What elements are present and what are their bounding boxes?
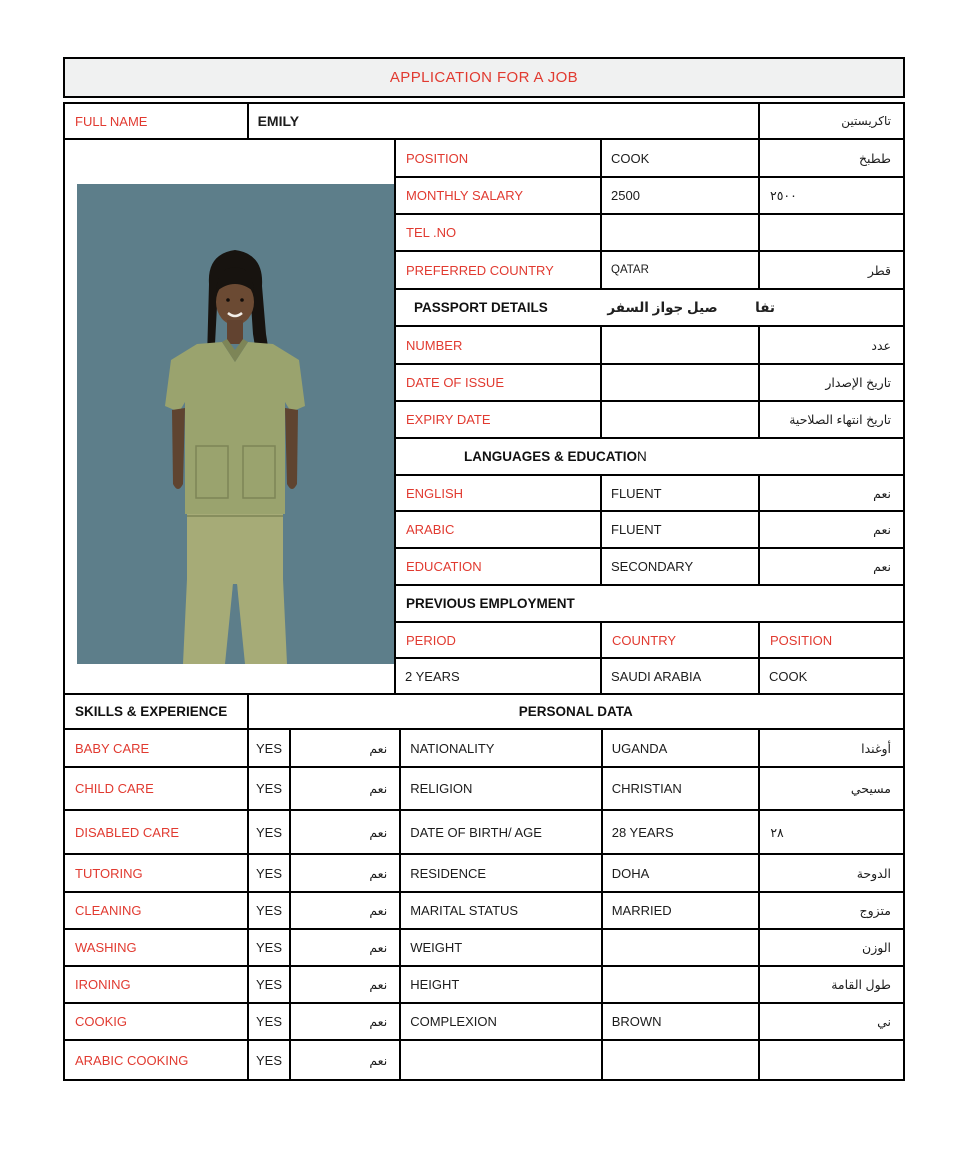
skill-answer-arabic: نعم: [291, 768, 401, 811]
personal-value: [603, 930, 761, 967]
skill-answer: YES: [249, 768, 292, 811]
skill-label: CLEANING: [65, 893, 249, 930]
personal-label: HEIGHT: [401, 967, 603, 1004]
personal-label: [401, 1041, 603, 1081]
language-row: [396, 549, 905, 586]
skill-label: BABY CARE: [65, 730, 249, 768]
info-row: [396, 140, 905, 178]
skill-row: [65, 930, 905, 967]
info-column: [396, 140, 905, 695]
personal-arabic: أوغندا: [760, 730, 905, 768]
personal-arabic: مسيحي: [760, 768, 905, 811]
education-arabic: نعم: [760, 549, 905, 586]
page-title: APPLICATION FOR A JOB: [389, 69, 579, 86]
skill-label: ARABIC COOKING: [65, 1041, 249, 1081]
personal-value: DOHA: [603, 855, 761, 893]
personal-label: COMPLEXION: [401, 1004, 603, 1041]
salary-label: MONTHLY SALARY: [396, 178, 602, 215]
language-row: [396, 512, 905, 549]
skills-header-row: [65, 695, 905, 730]
photo-cell: [65, 140, 396, 695]
skill-answer: YES: [249, 967, 292, 1004]
personal-arabic: متزوج: [760, 893, 905, 930]
tel-value: [602, 215, 760, 252]
form-table: [63, 102, 905, 1081]
country-column: COUNTRY: [602, 623, 760, 659]
employment-values-row: [396, 659, 905, 695]
personal-arabic: الدوحة: [760, 855, 905, 893]
passport-header-ar: تفا صيل جواز السفر: [607, 299, 775, 315]
personal-label: WEIGHT: [401, 930, 603, 967]
country-label: PREFERRED COUNTRY: [396, 252, 602, 290]
languages-header-row: [396, 439, 905, 476]
skill-answer: YES: [249, 811, 292, 855]
personal-label: RELIGION: [401, 768, 603, 811]
employment-country-value: SAUDI ARABIA: [602, 659, 760, 695]
language-row: [396, 476, 905, 512]
position-value: COOK: [602, 140, 760, 178]
full-name-arabic: تاكريستين: [760, 104, 905, 140]
issue-date-label: DATE OF ISSUE: [396, 365, 602, 402]
photo-info-section: [65, 140, 905, 695]
passport-number-value: [602, 327, 760, 365]
issue-date-arabic: تاريخ الإصدار: [760, 365, 905, 402]
info-row: [396, 178, 905, 215]
languages-header-text: LANGUAGES & EDUCATIO: [464, 449, 638, 464]
salary-arabic: ٢٥٠٠: [760, 178, 905, 215]
arabic-label: ARABIC: [396, 512, 602, 549]
skill-answer-arabic: نعم: [291, 967, 401, 1004]
personal-value: 28 YEARS: [603, 811, 761, 855]
personal-data-header: PERSONAL DATA: [249, 695, 905, 730]
skill-answer-arabic: نعم: [291, 930, 401, 967]
passport-header-en: PASSPORT DETAILS: [414, 300, 548, 315]
skill-answer: YES: [249, 893, 292, 930]
personal-label: RESIDENCE: [401, 855, 603, 893]
personal-value: CHRISTIAN: [603, 768, 761, 811]
info-row: [396, 215, 905, 252]
skill-label: CHILD CARE: [65, 768, 249, 811]
expiry-date-value: [602, 402, 760, 439]
country-value: QATAR: [602, 252, 760, 290]
skill-row: [65, 893, 905, 930]
languages-header-tail: N: [637, 449, 647, 464]
skill-answer-arabic: نعم: [291, 1004, 401, 1041]
employment-columns-row: [396, 623, 905, 659]
passport-number-label: NUMBER: [396, 327, 602, 365]
education-value: SECONDARY: [602, 549, 760, 586]
info-row: [396, 252, 905, 290]
employment-header-row: [396, 586, 905, 623]
tel-arabic: [760, 215, 905, 252]
personal-label: NATIONALITY: [401, 730, 603, 768]
full-name-row: [65, 104, 905, 140]
english-arabic: نعم: [760, 476, 905, 512]
employment-header: PREVIOUS EMPLOYMENT: [396, 586, 905, 623]
position-label: POSITION: [396, 140, 602, 178]
skill-label: COOKIG: [65, 1004, 249, 1041]
skill-label: TUTORING: [65, 855, 249, 893]
skill-answer: YES: [249, 855, 292, 893]
personal-value: MARRIED: [603, 893, 761, 930]
expiry-date-label: EXPIRY DATE: [396, 402, 602, 439]
personal-arabic: ني: [760, 1004, 905, 1041]
skill-row: [65, 967, 905, 1004]
skill-label: IRONING: [65, 967, 249, 1004]
skill-answer-arabic: نعم: [291, 811, 401, 855]
skills-header: SKILLS & EXPERIENCE: [65, 695, 249, 730]
skill-answer-arabic: نعم: [291, 855, 401, 893]
passport-header-row: [396, 290, 905, 327]
skill-row: [65, 768, 905, 811]
full-name-value: EMILY: [249, 104, 761, 140]
issue-date-value: [602, 365, 760, 402]
employment-position-value: COOK: [760, 659, 905, 695]
personal-value: [603, 967, 761, 1004]
arabic-value: FLUENT: [602, 512, 760, 549]
english-value: FLUENT: [602, 476, 760, 512]
skill-label: WASHING: [65, 930, 249, 967]
personal-arabic: الوزن: [760, 930, 905, 967]
application-form: [63, 57, 905, 1081]
skill-answer: YES: [249, 930, 292, 967]
passport-row: [396, 365, 905, 402]
applicant-photo: [77, 184, 394, 664]
skill-answer-arabic: نعم: [291, 730, 401, 768]
passport-number-arabic: عدد: [760, 327, 905, 365]
personal-value: [603, 1041, 761, 1081]
full-name-label: FULL NAME: [65, 104, 249, 140]
passport-row: [396, 327, 905, 365]
country-arabic: قطر: [760, 252, 905, 290]
personal-arabic: ٢٨: [760, 811, 905, 855]
skill-label: DISABLED CARE: [65, 811, 249, 855]
expiry-date-arabic: تاريخ انتهاء الصلاحية: [760, 402, 905, 439]
period-value: 2 YEARS: [396, 659, 602, 695]
skill-answer: YES: [249, 1041, 292, 1081]
position-arabic: ططبخ: [760, 140, 905, 178]
position-column: POSITION: [760, 623, 905, 659]
english-label: ENGLISH: [396, 476, 602, 512]
period-column: PERIOD: [396, 623, 602, 659]
personal-label: DATE OF BIRTH/ AGE: [401, 811, 603, 855]
personal-arabic: [760, 1041, 905, 1081]
passport-row: [396, 402, 905, 439]
salary-value: 2500: [602, 178, 760, 215]
skill-answer: YES: [249, 1004, 292, 1041]
personal-value: UGANDA: [603, 730, 761, 768]
arabic-arabic: نعم: [760, 512, 905, 549]
skill-row: [65, 1041, 905, 1081]
skill-row: [65, 855, 905, 893]
skill-answer-arabic: نعم: [291, 1041, 401, 1081]
personal-arabic: طول القامة: [760, 967, 905, 1004]
skill-row: [65, 811, 905, 855]
education-label: EDUCATION: [396, 549, 602, 586]
personal-value: BROWN: [603, 1004, 761, 1041]
languages-header: [396, 439, 905, 476]
skill-answer-arabic: نعم: [291, 893, 401, 930]
personal-label: MARITAL STATUS: [401, 893, 603, 930]
passport-header: [396, 290, 905, 327]
form-title-bar: [63, 57, 905, 98]
skill-answer: YES: [249, 730, 292, 768]
skill-row: [65, 730, 905, 768]
skill-row: [65, 1004, 905, 1041]
tel-label: TEL .NO: [396, 215, 602, 252]
